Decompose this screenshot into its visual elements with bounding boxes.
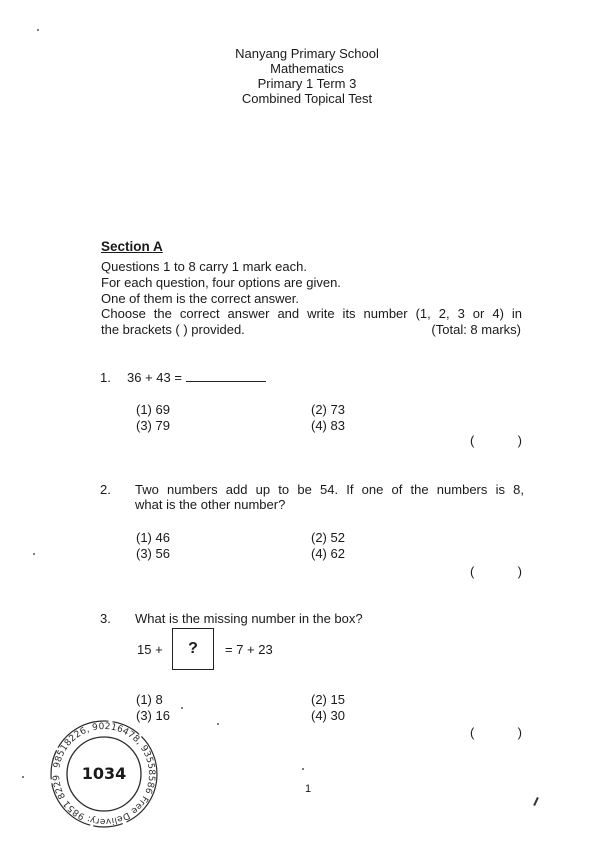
option: (2) 52 (311, 530, 345, 545)
question-expression: 36 + 43 = (127, 370, 182, 385)
stamp-ring-text: 98518226, 90216478, 93558586 Free Delivery: 9851 8229 (51, 721, 157, 827)
question-text (127, 369, 266, 386)
question-number: 2. (100, 482, 111, 497)
option: (2) 15 (311, 692, 345, 707)
scan-speck (22, 776, 24, 778)
bracket-open: ( (470, 433, 475, 448)
question-mark: ? (188, 640, 198, 657)
equation-right: = 7 + 23 (225, 642, 273, 657)
instruction-line: One of them is the correct answer. (101, 291, 299, 306)
option: (4) 83 (311, 418, 345, 433)
scan-speck (302, 768, 304, 770)
school-name: Nanyang Primary School (235, 46, 379, 61)
subject-name: Mathematics (270, 61, 344, 76)
option: (1) 8 (136, 692, 163, 707)
bracket-open: ( (470, 564, 475, 579)
bracket-close: ) (517, 725, 522, 740)
option: (1) 46 (136, 530, 170, 545)
option: (4) 30 (311, 708, 345, 723)
option: (3) 16 (136, 708, 170, 723)
equation-left: 15 + (137, 642, 163, 657)
scan-speck (37, 29, 39, 31)
question-number: 1. (100, 370, 111, 385)
option: (3) 56 (136, 546, 170, 561)
instruction-line: For each question, four options are given. (101, 275, 341, 290)
question-text-line: what is the other number? (135, 497, 286, 512)
bracket-open: ( (470, 725, 475, 740)
answer-bracket (470, 725, 522, 740)
option: (4) 62 (311, 546, 345, 561)
answer-bracket (470, 564, 522, 579)
question-text: What is the missing number in the box? (135, 611, 363, 626)
instruction-line: the brackets ( ) provided. (101, 322, 245, 337)
missing-number-box (172, 628, 214, 670)
option: (2) 73 (311, 402, 345, 417)
option: (3) 79 (136, 418, 170, 433)
scan-speck (217, 723, 219, 725)
question-number: 3. (100, 611, 111, 626)
scan-speck (33, 553, 35, 555)
total-marks: (Total: 8 marks) (431, 322, 521, 337)
page-number: 1 (304, 783, 312, 795)
instruction-line: Questions 1 to 8 carry 1 mark each. (101, 259, 307, 274)
answer-blank (186, 369, 266, 382)
bracket-close: ) (517, 433, 522, 448)
instruction-line: Choose the correct answer and write its number (1, 2, 3 or 4) in (101, 306, 522, 321)
option: (1) 69 (136, 402, 170, 417)
stamp-center-text: 1034 (81, 764, 127, 783)
scan-speck (181, 707, 183, 709)
scan-mark (533, 797, 539, 806)
question-text-line: Two numbers add up to be 54. If one of the numbers is 8, (135, 482, 524, 497)
answer-bracket (470, 433, 522, 448)
section-title: Section A (101, 239, 163, 254)
bracket-close: ) (517, 564, 522, 579)
level-name: Primary 1 Term 3 (257, 76, 357, 91)
test-name: Combined Topical Test (241, 91, 373, 106)
seller-stamp (48, 718, 160, 830)
document-header (0, 46, 600, 106)
